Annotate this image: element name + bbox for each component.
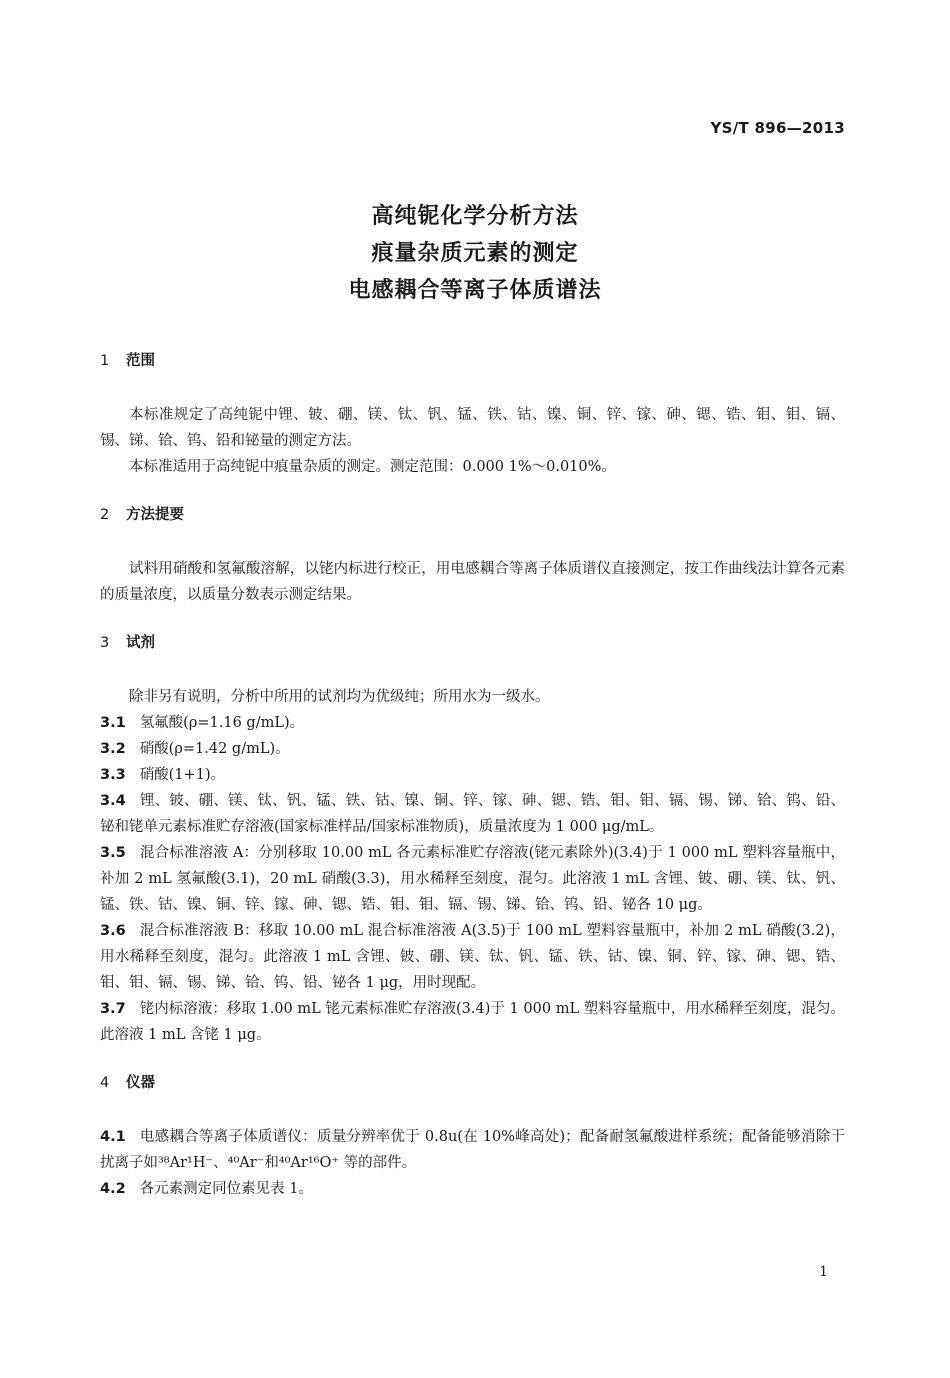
section-title: 范围 bbox=[126, 353, 155, 369]
clause-4-1 bbox=[100, 1124, 845, 1176]
clause-3-5 bbox=[100, 840, 845, 918]
clause-3-2 bbox=[100, 736, 845, 762]
paragraph: 本标准规定了高纯铌中锂、铍、硼、镁、钛、钒、锰、铁、钴、镍、铜、锌、镓、砷、锶、锆、钼、钼、镉、锡、锑、铪、钨、铅和铋量的测定方法。 bbox=[100, 407, 845, 449]
section-heading-principle bbox=[100, 502, 845, 528]
clause-text: 混合标准溶液 B：移取 10.00 mL 混合标准溶液 A(3.5)于 100 mL 塑料容量瓶中，补加 2 mL 硝酸(3.2)，用水稀释至刻度，混匀。此溶液 1 mL 含锂、铍、硼、镁、钛、钒、锰、铁、钴、镍、铜、锌、镓、砷、锶、锆、钼、钼、镉、锡、锑、铪、钨、铅、铋各 1 μg，用时现配。 bbox=[100, 923, 845, 991]
clause-number: 3.2 bbox=[100, 741, 126, 757]
section-number: 3 bbox=[100, 635, 110, 651]
document-title bbox=[0, 198, 950, 309]
clause-text: 各元素测定同位素见表 1。 bbox=[139, 1181, 314, 1197]
section-number: 2 bbox=[100, 507, 110, 523]
clause-3-3 bbox=[100, 762, 845, 788]
clause-3-1 bbox=[100, 710, 845, 736]
clause-3-7 bbox=[100, 996, 845, 1048]
clause-text: 铑内标溶液：移取 1.00 mL 铑元素标准贮存溶液(3.4)于 1 000 mL 塑料容量瓶中，用水稀释至刻度，混匀。此溶液 1 mL 含铑 1 μg。 bbox=[100, 1001, 845, 1043]
section-title: 仪器 bbox=[126, 1075, 155, 1091]
paragraph: 本标准适用于高纯铌中痕量杂质的测定。测定范围：0.000 1%～0.010%。 bbox=[129, 459, 616, 475]
clause-number: 3.7 bbox=[100, 1001, 126, 1017]
clause-4-2 bbox=[100, 1176, 845, 1202]
clause-text: 硝酸(ρ=1.42 g/mL)。 bbox=[139, 741, 290, 757]
section-title: 试剂 bbox=[126, 635, 155, 651]
standard-number: YS/T 896—2013 bbox=[710, 119, 845, 137]
section-heading-reagents bbox=[100, 630, 845, 656]
clause-3-4 bbox=[100, 788, 845, 840]
clause-number: 4.2 bbox=[100, 1181, 126, 1197]
paragraph: 试料用硝酸和氢氟酸溶解，以铑内标进行校正，用电感耦合等离子体质谱仪直接测定，按工作曲线法计算各元素的质量浓度，以质量分数表示测定结果。 bbox=[100, 561, 845, 603]
clause-number: 3.4 bbox=[100, 793, 126, 809]
clause-number: 3.1 bbox=[100, 715, 126, 731]
title-line-3: 电感耦合等离子体质谱法 bbox=[348, 278, 602, 303]
section-title: 方法提要 bbox=[126, 507, 184, 523]
title-line-2: 痕量杂质元素的测定 bbox=[371, 241, 579, 266]
section-number: 4 bbox=[100, 1075, 110, 1091]
clause-text: 锂、铍、硼、镁、钛、钒、锰、铁、钴、镍、铜、锌、镓、砷、锶、锆、钼、钼、镉、锡、锑、铪、钨、铅、铋和铑单元素标准贮存溶液(国家标准样品/国家标准物质)，质量浓度为 1 000 μg/mL。 bbox=[100, 793, 845, 835]
clause-number: 3.3 bbox=[100, 767, 126, 783]
page-number: 1 bbox=[819, 1264, 828, 1280]
clause-number: 4.1 bbox=[100, 1129, 126, 1145]
paragraph: 除非另有说明，分析中所用的试剂均为优级纯；所用水为一级水。 bbox=[129, 689, 550, 705]
section-heading-apparatus bbox=[100, 1070, 845, 1096]
title-line-1: 高纯铌化学分析方法 bbox=[371, 204, 579, 229]
document-body bbox=[100, 348, 845, 1202]
section-heading-scope bbox=[100, 348, 845, 374]
clause-text: 混合标准溶液 A：分别移取 10.00 mL 各元素标准贮存溶液(铑元素除外)(3.4)于 1 000 mL 塑料容量瓶中，补加 2 mL 氢氟酸(3.1)，20 mL 硝酸(3.3)，用水稀释至刻度，混匀。此溶液 1 mL 含锂、铍、硼、镁、钛、钒、锰、铁、钴、镍、铜、锌、镓、砷、锶、锆、钼、钼、镉、锡、锑、铪、钨、铅、铋各 10 μg。 bbox=[100, 845, 845, 913]
clause-3-6 bbox=[100, 918, 845, 996]
clause-text: 氢氟酸(ρ=1.16 g/mL)。 bbox=[139, 715, 305, 731]
clause-text: 硝酸(1+1)。 bbox=[139, 767, 226, 783]
section-number: 1 bbox=[100, 353, 110, 369]
clause-number: 3.6 bbox=[100, 923, 126, 939]
clause-text: 电感耦合等离子体质谱仪：质量分辨率优于 0.8u(在 10%峰高处)；配备耐氢氟酸进样系统；配备能够消除干扰离子如³⁸Ar¹H⁻、⁴⁰Ar⁻和⁴⁰Ar¹⁶O⁺ 等的部件。 bbox=[100, 1129, 845, 1171]
clause-number: 3.5 bbox=[100, 845, 126, 861]
